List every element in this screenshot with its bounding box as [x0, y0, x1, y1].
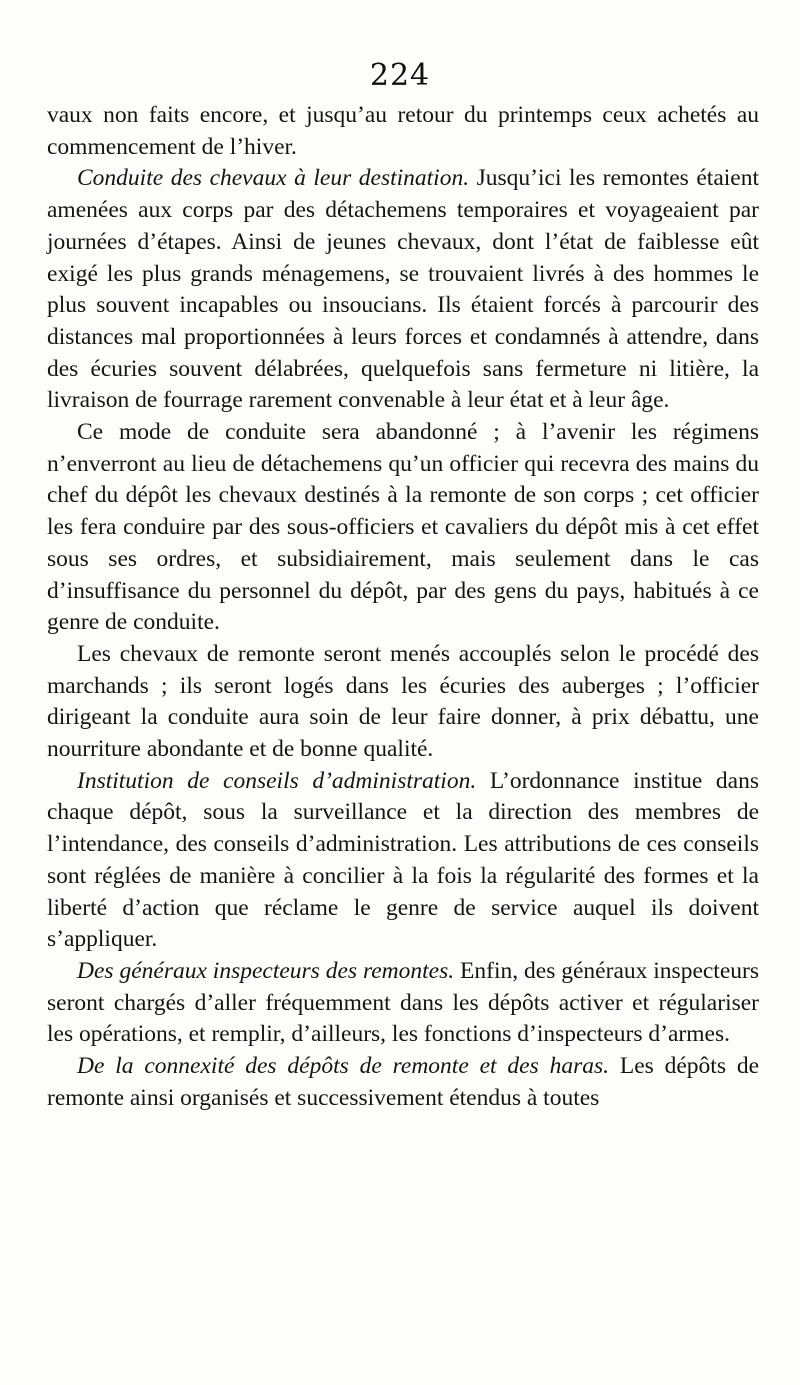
body-text: [47, 100, 759, 1115]
paragraph-generaux: [47, 956, 759, 1051]
paragraph-connexite: [47, 1051, 759, 1114]
paragraph-heading: De la connexité des dépôts de remonte et des haras.: [77, 1053, 609, 1080]
paragraph-mode-de-conduite: [47, 417, 759, 639]
paragraph-heading: Institution de conseils d’administration.: [77, 767, 477, 794]
paragraph-conseils: [47, 766, 759, 956]
paragraph-text: Les chevaux de remonte seront menés accouplés selon le procédé des marchands ; ils seront logés dans les écuries des auberges ; l’officier dirigeant la conduite aura soin de leur faire donner, à prix débattu, une nourriture abondante et de bonne qualité.: [47, 640, 759, 763]
page-number: 224: [369, 58, 431, 93]
paragraph-heading: Des généraux inspecteurs des remontes.: [77, 957, 455, 984]
paragraph-text: Ce mode de conduite sera abandonné ; à l’avenir les régimens n’enverront au lieu de détachemens qu’un officier qui recevra des mains du chef du dépôt les chevaux destinés à la remonte de son corps ; cet officier les fera conduire par des sous-officiers et cavaliers du dépôt mis à cet effet sous ses ordres, et subsidiairement, mais seulement dans le cas d’insuffisance du personnel du dépôt, par des gens du pays, habitués à ce genre de conduite.: [47, 419, 759, 636]
paragraph-text: vaux non faits encore, et jusqu’au retour du printemps ceux achetés au commencement de l’hiver.: [47, 102, 759, 160]
paragraph-chevaux-accouples: [47, 639, 759, 766]
paragraph-text: Jusqu’ici les remontes étaient amenées aux corps par des détachemens temporaires et voyageaient par journées d’étapes. Ainsi de jeunes chevaux, dont l’état de faiblesse eût exigé les plus grands ménagemens, se trouvaient livrés à des hommes le plus souvent incapables ou insoucians. Ils étaient forcés à parcourir des distances mal proportionnées à leurs forces et condamnés à attendre, dans des écuries souvent délabrées, quelquefois sans fermeture ni litière, la livraison de fourrage rarement convenable à leur état et à leur âge.: [47, 165, 759, 414]
paragraph-text: Enfin, des généraux inspecteurs seront chargés d’aller fréquemment dans les dépôts activer et régulariser les opérations, et remplir, d’ailleurs, les fonctions d’inspecteurs d’armes.: [47, 957, 759, 1048]
paragraph-text: L’ordonnance institue dans chaque dépôt, sous la surveillance et la direction des membres de l’intendance, des conseils d’administration. Les attributions de ces conseils sont réglées de manière à concilier à la fois la régularité des formes et la liberté d’action que réclame le genre de service auquel ils doivent s’appliquer.: [47, 767, 759, 953]
paragraph-conduite: [47, 163, 759, 417]
paragraph-text: Les dépôts de remonte ainsi organisés et successivement étendus à toutes: [47, 1053, 759, 1111]
paragraph-heading: Conduite des chevaux à leur destination.: [77, 165, 470, 192]
paragraph-continuation: [47, 100, 759, 163]
